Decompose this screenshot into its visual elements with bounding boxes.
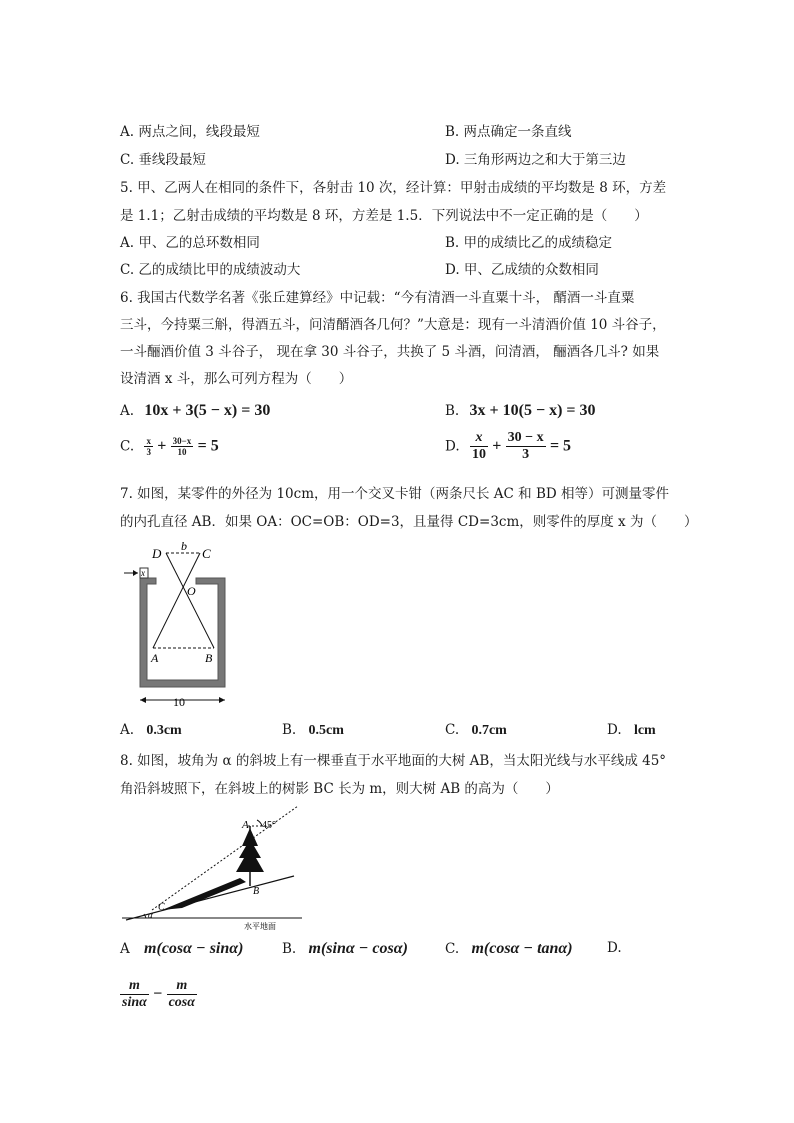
- label-alpha: α: [148, 910, 153, 920]
- q5-option-d: D. 甲、乙成绩的众数相同: [445, 262, 599, 278]
- q7-option-a-label: A.: [120, 722, 135, 738]
- q6-option-c-fraction1: [144, 436, 153, 457]
- q7-caliper-figure: [118, 538, 238, 713]
- q8-stem-line2: 角沿斜坡照下，在斜坡上的树影 BC 长为 m，则大树 AB 的高为（ ）: [120, 781, 559, 797]
- q7-option-a: [120, 722, 182, 739]
- q6-option-b-equation: 3x + 10(5 − x) = 30: [469, 402, 596, 419]
- tree-shadow: [162, 878, 246, 910]
- q6-stem-line3: 一斗酾酒价值 3 斗谷子， 现在拿 30 斗谷子，共换了 5 斗酒，问清酒， 酾酒各几斗? 如果: [120, 344, 660, 360]
- q4-option-b: B. 两点确定一条直线: [445, 124, 572, 140]
- q8-d-frac2-den: cosα: [168, 995, 196, 1010]
- q6-stem-line4: 设清酒 x 斗，那么可列方程为（ ）: [120, 371, 353, 387]
- label-b: B: [253, 886, 260, 897]
- q6-c-frac2-den: 10: [177, 447, 187, 457]
- tree-icon: [236, 828, 264, 872]
- q5-option-b: B. 甲的成绩比乙的成绩稳定: [445, 235, 613, 251]
- q7-stem-line1: 7. 如图，某零件的外径为 10cm，用一个交叉卡钳（两条尺长 AC 和 BD 相等）可测量零件: [120, 486, 669, 502]
- label-d: D: [152, 546, 162, 561]
- label-x: x: [141, 568, 145, 578]
- q4-option-d: D. 三角形两边之和大于第三边: [445, 152, 626, 168]
- q5-stem-line1: 5. 甲、乙两人在相同的条件下，各射击 10 次，经计算：甲射击成绩的平均数是 8 环，方差: [120, 180, 667, 196]
- q6-option-a-label: A.: [120, 403, 135, 419]
- label-a: A: [151, 651, 159, 665]
- q8-d-fraction2: [167, 978, 197, 1011]
- q7-option-b: [282, 722, 344, 739]
- label-c: C: [202, 546, 211, 561]
- q8-option-c-equation: m(cosα − tanα): [471, 940, 573, 957]
- q8-option-a-equation: m(cosα − sinα): [144, 940, 244, 957]
- label-o: O: [187, 584, 196, 598]
- q6-option-c-label: C.: [120, 438, 135, 455]
- q5-option-c: C. 乙的成绩比甲的成绩波动大: [120, 262, 301, 278]
- q6-option-b-label: B.: [445, 403, 460, 419]
- q7-option-c: [445, 722, 507, 739]
- q7-option-b-label: B.: [282, 722, 297, 738]
- label-horizontal-ground: 水平地面: [244, 922, 276, 931]
- q6-d-frac1-num: x: [470, 430, 488, 447]
- part-wall: [140, 578, 225, 687]
- q6-c-rhs: = 5: [197, 437, 219, 455]
- q6-c-frac2-num: 30−x: [172, 436, 192, 446]
- q6-option-d-fraction1: [470, 430, 488, 463]
- q6-option-d-label: D.: [445, 438, 460, 455]
- q6-option-c: [120, 436, 219, 457]
- q6-option-a: [120, 402, 270, 420]
- q5-option-a: A. 甲、乙的总环数相同: [120, 235, 260, 251]
- label-c: C: [158, 902, 165, 913]
- q7-option-c-label: C.: [445, 722, 460, 738]
- q8-d-frac1-den: sinα: [122, 995, 147, 1010]
- q6-stem-line2: 三斗，今持粟三斛，得酒五斗，问清醑酒各几何？”大意是：现有一斗清酒价值 10 斗谷子，: [120, 317, 666, 333]
- q7-option-b-value: 0.5cm: [308, 723, 344, 738]
- q8-option-c-label: C.: [445, 941, 460, 957]
- arrow-left-icon: [140, 697, 146, 703]
- q6-d-frac1-den: 10: [471, 447, 486, 462]
- q7-stem-line2: 的内孔直径 AB．如果 OA：OC=OB：OD=3，且量得 CD=3cm，则零件的厚度 x 为（ ）: [120, 514, 698, 530]
- label-45-degree: 45°: [262, 820, 276, 831]
- q6-d-frac2-num: 30 − x: [507, 430, 544, 445]
- label-a: A: [242, 819, 249, 831]
- q8-d-minus: −: [153, 985, 163, 1003]
- label-width: 10: [173, 695, 185, 709]
- q8-stem-line1: 8. 如图，坡角为 α 的斜坡上有一棵垂直于水平地面的大树 AB，当太阳光线与水平线成 45°: [120, 753, 667, 769]
- q6-c-plus: +: [157, 437, 167, 455]
- q6-option-c-fraction2: [171, 436, 194, 457]
- q8-option-b: [282, 940, 408, 958]
- q6-c-frac1-num: x: [146, 436, 151, 446]
- q8-option-d-expression: [120, 978, 197, 1011]
- q8-d-fraction1: [120, 978, 149, 1011]
- q6-d-rhs: = 5: [549, 437, 572, 455]
- q6-option-d-fraction2: [506, 430, 546, 463]
- q7-option-c-value: 0.7cm: [471, 723, 507, 738]
- q6-d-frac2-den: 3: [522, 447, 530, 462]
- q6-c-frac1-den: 3: [146, 447, 151, 457]
- q8-option-d-label: D.: [607, 940, 622, 956]
- q8-option-b-label: B.: [282, 941, 297, 957]
- q4-option-c: C. 垂线段最短: [120, 152, 206, 168]
- q8-option-a-label: A: [120, 941, 130, 957]
- q7-option-d-label: D.: [607, 722, 622, 738]
- q6-stem-line1: 6. 我国古代数学名著《张丘建算经》中记载：“今有清酒一斗直粟十斗， 醑酒一斗直粟: [120, 290, 635, 306]
- q6-option-a-equation: 10x + 3(5 − x) = 30: [144, 402, 271, 419]
- arm-ca: [153, 553, 200, 648]
- q8-d-frac1-num: m: [120, 978, 149, 995]
- q8-d-frac2-num: m: [167, 978, 197, 995]
- q8-option-b-equation: m(sinα − cosα): [308, 940, 408, 957]
- q6-option-b: [445, 402, 596, 420]
- q7-option-d: [607, 722, 656, 739]
- q5-stem-line2: 是 1.1；乙射击成绩的平均数是 8 环，方差是 1.5．下列说法中不一定正确的是（ ）: [120, 208, 648, 224]
- q6-d-plus: +: [492, 437, 502, 455]
- q6-option-d: [445, 430, 571, 463]
- q8-option-c: [445, 940, 573, 958]
- arm-db: [166, 553, 214, 648]
- q7-option-d-value: lcm: [633, 723, 656, 738]
- arrow-right-icon: [219, 697, 225, 703]
- label-b: B: [205, 651, 213, 665]
- label-b-small: b: [181, 539, 187, 553]
- arrow-head-icon: [133, 570, 138, 576]
- q8-option-a: [120, 940, 243, 958]
- q4-option-a: A. 两点之间，线段最短: [120, 124, 260, 140]
- q7-option-a-value: 0.3cm: [146, 723, 182, 738]
- q8-slope-tree-figure: [122, 806, 302, 934]
